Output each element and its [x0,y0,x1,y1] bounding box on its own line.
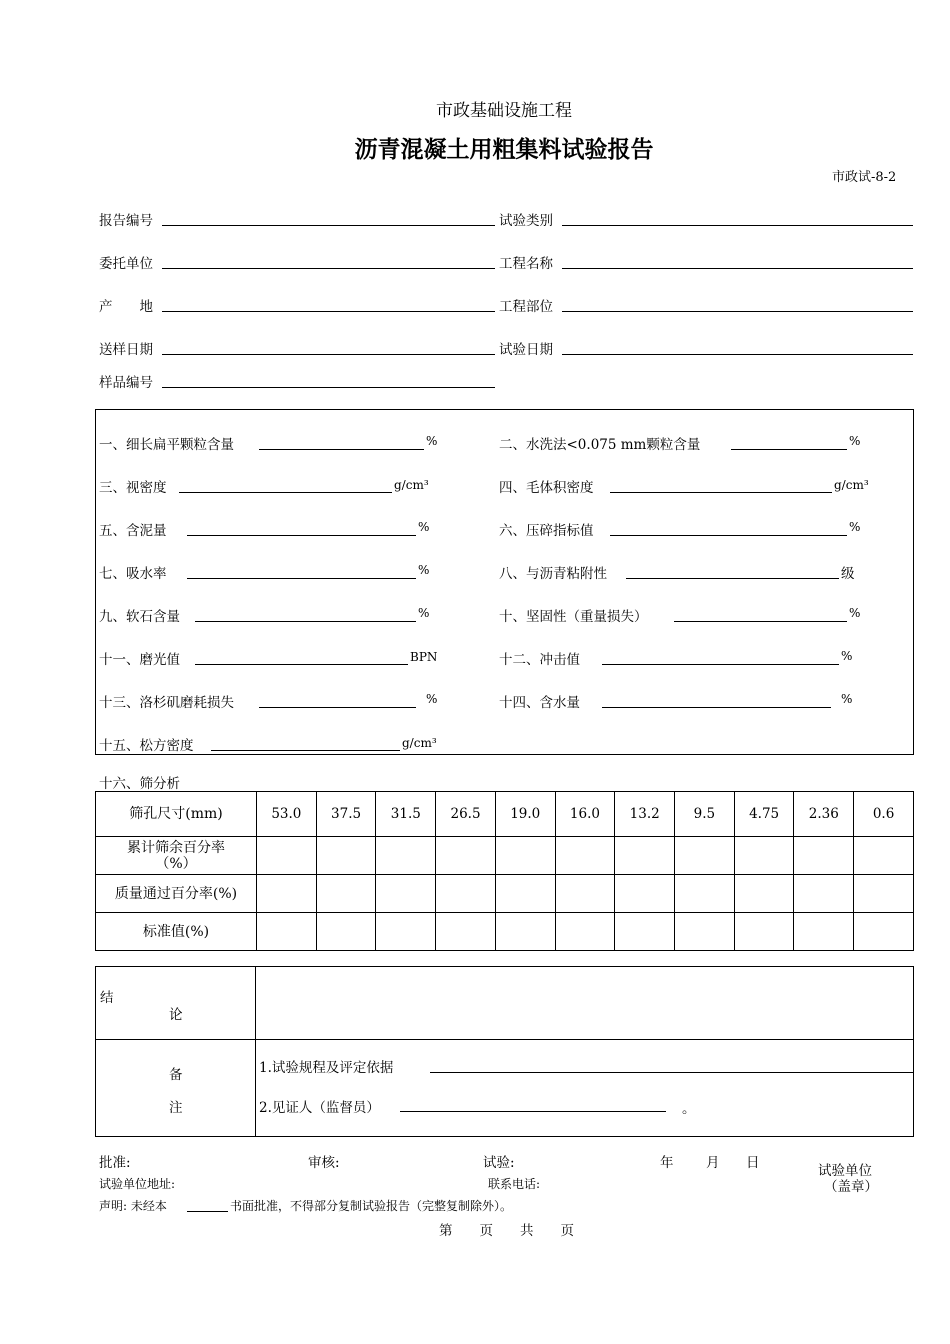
sieve-value-cell[interactable] [436,837,496,875]
item-5-unit: % [418,520,430,534]
note-2-field[interactable] [400,1111,666,1112]
item-2-unit: % [849,434,861,448]
item-10-field[interactable] [674,621,847,622]
sieve-size-cell: 2.36 [794,792,854,837]
item-13-label: 十三、洛杉矶磨耗损失 [99,695,234,711]
report-no-label: 报告编号 [99,213,153,229]
sieve-value-cell[interactable] [555,913,615,951]
item-1-field[interactable] [259,449,424,450]
sieve-value-cell[interactable] [675,875,735,913]
note-2-end: 。 [682,1101,696,1117]
item-11-field[interactable] [195,664,408,665]
item-2-label: 二、水洗法<0.075 mm颗粒含量 [499,437,701,453]
note-2-label: 2.见证人（监督员） [259,1100,380,1116]
form-code: 市政试-8-2 [832,170,897,185]
test-unit-label: 试验单位 [818,1163,872,1179]
item-8-label: 八、与沥青粘附性 [499,566,607,582]
item-4-label: 四、毛体积密度 [499,480,594,496]
sieve-cumulative-row [96,837,914,875]
item-7-unit: % [418,563,430,577]
item-12-label: 十二、冲击值 [499,652,580,668]
sieve-size-cell: 53.0 [257,792,317,837]
test-label: 试验: [483,1155,515,1171]
date-year: 年 [660,1155,674,1171]
sieve-size-cell: 4.75 [734,792,794,837]
sieve-value-cell[interactable] [257,837,317,875]
item-6-unit: % [849,520,861,534]
sieve-size-header: 筛孔尺寸(mm) [96,792,257,837]
statement-post: 书面批准，不得部分复制试验报告（完整复制除外）。 [230,1199,513,1213]
sieve-value-cell[interactable] [794,913,854,951]
project-part-field[interactable] [562,311,913,312]
sieve-size-cell: 31.5 [376,792,436,837]
item-15-field[interactable] [211,750,400,751]
item-15-label: 十五、松方密度 [99,738,194,754]
date-month: 月 [706,1155,720,1171]
item-3-label: 三、视密度 [99,480,167,496]
conclusion-label-2: 论 [169,1007,183,1023]
sieve-size-cell: 13.2 [615,792,675,837]
note-1-field[interactable] [430,1072,913,1073]
remark-label-1: 备 [169,1067,183,1083]
item-8-unit: 级 [841,566,855,582]
sieve-cumulative-line1: 累计筛余百分率 [127,839,225,856]
statement-blank[interactable] [187,1211,228,1212]
review-label: 审核: [308,1155,340,1171]
sieve-value-cell[interactable] [316,837,376,875]
item-11-unit: BPN [410,650,438,664]
sieve-size-cell: 0.6 [854,792,914,837]
sieve-passing-header: 质量通过百分率(%) [96,875,257,913]
sieve-value-cell[interactable] [436,875,496,913]
item-7-field[interactable] [187,578,416,579]
sample-date-label: 送样日期 [99,342,153,358]
address-label: 试验单位地址: [99,1177,176,1191]
sieve-value-cell[interactable] [794,875,854,913]
item-3-unit: g/cm³ [394,478,429,492]
sieve-value-cell[interactable] [734,913,794,951]
item-12-field[interactable] [602,664,839,665]
item-8-field[interactable] [626,578,839,579]
item-12-unit: % [841,649,853,663]
sieve-value-cell[interactable] [555,875,615,913]
sieve-value-cell[interactable] [794,837,854,875]
sieve-value-cell[interactable] [495,913,555,951]
item-3-field[interactable] [179,492,392,493]
origin-field[interactable] [162,311,495,312]
project-name-label: 工程名称 [499,256,553,272]
sieve-size-cell: 16.0 [555,792,615,837]
test-date-label: 试验日期 [499,342,553,358]
sieve-passing-row [96,875,914,913]
sieve-value-cell[interactable] [376,913,436,951]
sieve-value-cell[interactable] [555,837,615,875]
item-14-unit: % [841,692,853,706]
sieve-value-cell[interactable] [734,875,794,913]
conclusion-content[interactable] [258,970,910,1036]
item-5-label: 五、含泥量 [99,523,167,539]
sieve-value-cell[interactable] [615,837,675,875]
conclusion-label-1: 结 [100,990,114,1006]
item-1-label: 一、细长扁平颗粒含量 [99,437,234,453]
item-6-field[interactable] [610,535,847,536]
item-13-unit: % [426,692,438,706]
test-type-field[interactable] [562,225,913,226]
sample-no-field[interactable] [162,387,495,388]
sieve-value-cell[interactable] [495,875,555,913]
item-14-label: 十四、含水量 [499,695,580,711]
item-11-label: 十一、磨光值 [99,652,180,668]
sample-no-label: 样品编号 [99,375,153,391]
conclusion-divider-v [255,967,256,1136]
origin-label: 产 地 [99,299,153,315]
test-type-label: 试验类别 [499,213,553,229]
sieve-standard-row [96,913,914,951]
subtitle: 市政基础设施工程 [436,101,572,121]
sieve-value-cell[interactable] [615,913,675,951]
date-day: 日 [746,1155,760,1171]
sieve-value-cell[interactable] [675,913,735,951]
sieve-value-cell[interactable] [257,913,317,951]
sieve-size-cell: 9.5 [675,792,735,837]
sieve-value-cell[interactable] [734,837,794,875]
page-title: 沥青混凝土用粗集料试验报告 [354,136,654,163]
sample-date-field[interactable] [162,354,495,355]
item-10-label: 十、坚固性（重量损失） [499,609,648,625]
sieve-value-cell[interactable] [316,875,376,913]
sieve-value-cell[interactable] [257,875,317,913]
item-2-field[interactable] [731,449,847,450]
sieve-size-cell: 26.5 [436,792,496,837]
sieve-cumulative-header [96,837,257,875]
sieve-size-row [96,792,914,837]
remark-label-2: 注 [169,1100,183,1116]
note-1-label: 1.试验规程及评定依据 [259,1060,394,1076]
approve-label: 批准: [99,1155,131,1171]
project-part-label: 工程部位 [499,299,553,315]
conclusion-divider-h [96,1039,913,1040]
sieve-cumulative-line2: （%） [155,855,197,872]
client-label: 委托单位 [99,256,153,272]
sieve-value-cell[interactable] [436,913,496,951]
item-13-field[interactable] [259,707,416,708]
sieve-table [95,791,914,951]
seal-label: （盖章） [824,1179,878,1195]
page-number: 第 页 共 页 [439,1223,574,1239]
statement-pre: 声明: 未经本 [99,1199,167,1213]
sieve-value-cell[interactable] [854,913,914,951]
item-9-unit: % [418,606,430,620]
project-name-field[interactable] [562,268,913,269]
sieve-value-cell[interactable] [316,913,376,951]
item-9-field[interactable] [195,621,416,622]
sieve-title: 十六、筛分析 [99,776,180,792]
item-14-field[interactable] [602,707,831,708]
report-no-field[interactable] [162,225,495,226]
sieve-size-cell: 37.5 [316,792,376,837]
sieve-value-cell[interactable] [376,837,436,875]
item-7-label: 七、吸水率 [99,566,167,582]
phone-label: 联系电话: [488,1177,541,1191]
item-9-label: 九、软石含量 [99,609,180,625]
item-4-field[interactable] [610,492,832,493]
sieve-value-cell[interactable] [495,837,555,875]
sieve-value-cell[interactable] [615,875,675,913]
sieve-value-cell[interactable] [854,837,914,875]
item-1-unit: % [426,434,438,448]
test-date-field[interactable] [562,354,913,355]
sieve-value-cell[interactable] [675,837,735,875]
sieve-standard-header: 标准值(%) [96,913,257,951]
item-10-unit: % [849,606,861,620]
item-4-unit: g/cm³ [834,478,869,492]
sieve-value-cell[interactable] [854,875,914,913]
sieve-value-cell[interactable] [376,875,436,913]
client-field[interactable] [162,268,495,269]
item-6-label: 六、压碎指标值 [499,523,594,539]
sieve-size-cell: 19.0 [495,792,555,837]
item-15-unit: g/cm³ [402,736,437,750]
item-5-field[interactable] [187,535,416,536]
